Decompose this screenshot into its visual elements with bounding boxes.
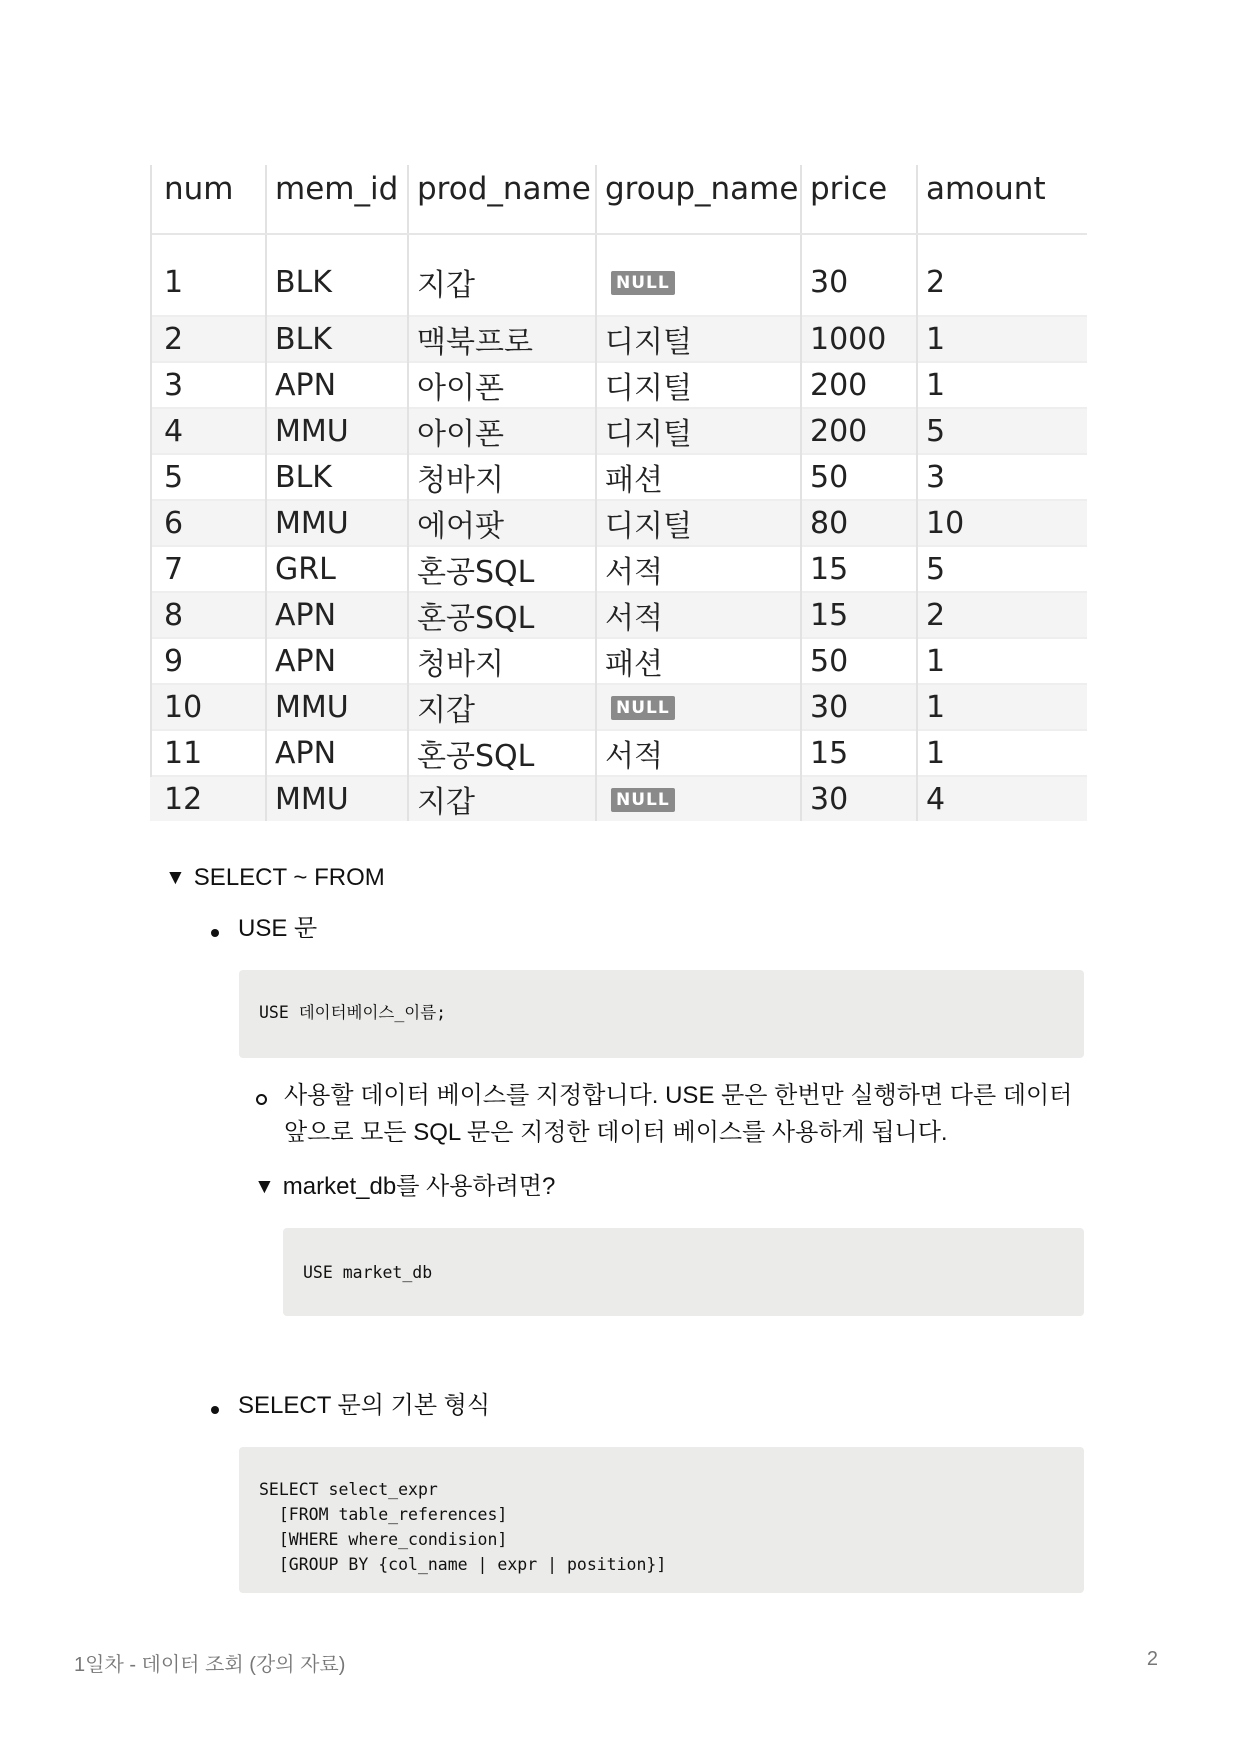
column-header-price: price bbox=[801, 165, 917, 234]
table-cell: BLK bbox=[266, 234, 408, 316]
null-badge: NULL bbox=[611, 696, 675, 720]
table-left-edge bbox=[150, 165, 152, 777]
table-cell: 12 bbox=[150, 776, 266, 821]
table-cell: APN bbox=[266, 362, 408, 408]
table-cell: 2 bbox=[917, 592, 1087, 638]
table-cell: BLK bbox=[266, 454, 408, 500]
table-cell: 7 bbox=[150, 546, 266, 592]
table-cell: 디지털 bbox=[596, 500, 801, 546]
table-row bbox=[150, 408, 1087, 454]
column-header-group-name: group_name bbox=[596, 165, 801, 234]
code-text: SELECT select_expr [FROM table_references] [WHERE where_condision] [GROUP BY {col_name | expr | position}] bbox=[259, 1480, 667, 1574]
table-cell: 디지털 bbox=[596, 316, 801, 362]
column-header-prod-name: prod_name bbox=[408, 165, 596, 234]
footer-doc-title: 1일차 - 데이터 조회 (강의 자료) bbox=[74, 1654, 346, 1676]
table-row bbox=[150, 638, 1087, 684]
table-cell: 9 bbox=[150, 638, 266, 684]
table-cell: 4 bbox=[917, 776, 1087, 821]
table-cell bbox=[596, 234, 801, 316]
table-cell: 10 bbox=[150, 684, 266, 730]
table-cell: 15 bbox=[801, 592, 917, 638]
table-cell: 80 bbox=[801, 500, 917, 546]
table-cell: 패션 bbox=[596, 454, 801, 500]
circle-bullet-icon bbox=[256, 1094, 267, 1105]
table-cell: MMU bbox=[266, 500, 408, 546]
table-cell: 50 bbox=[801, 638, 917, 684]
table-cell: 2 bbox=[150, 316, 266, 362]
table-row bbox=[150, 776, 1087, 821]
table-cell: BLK bbox=[266, 316, 408, 362]
table-cell: 30 bbox=[801, 776, 917, 821]
table-cell: 10 bbox=[917, 500, 1087, 546]
table-row bbox=[150, 500, 1087, 546]
table-cell: 혼공SQL bbox=[408, 592, 596, 638]
table-cell: 혼공SQL bbox=[408, 546, 596, 592]
table-cell: 5 bbox=[917, 546, 1087, 592]
bullet-icon bbox=[211, 1406, 219, 1414]
table-cell: 에어팟 bbox=[408, 500, 596, 546]
column-header-mem-id: mem_id bbox=[266, 165, 408, 234]
toggle-select-from[interactable] bbox=[165, 863, 385, 894]
table-cell: 1 bbox=[917, 730, 1087, 776]
toggle-triangle-icon[interactable]: ▼ bbox=[254, 1175, 275, 1198]
table-row bbox=[150, 234, 1087, 316]
table-cell bbox=[596, 776, 801, 821]
table-cell: MMU bbox=[266, 776, 408, 821]
table-cell: 1000 bbox=[801, 316, 917, 362]
table-cell: 서적 bbox=[596, 730, 801, 776]
bullet-icon bbox=[211, 929, 219, 937]
use-description-line2: 앞으로 모든 SQL 문은 지정한 데이터 베이스를 사용하게 됩니다. bbox=[284, 1119, 948, 1146]
table-cell: 패션 bbox=[596, 638, 801, 684]
select-bullet-text: SELECT 문의 기본 형식 bbox=[238, 1392, 491, 1419]
table-cell: 디지털 bbox=[596, 362, 801, 408]
table-cell bbox=[596, 684, 801, 730]
table-row bbox=[150, 316, 1087, 362]
column-header-num: num bbox=[150, 165, 266, 234]
table-cell: 5 bbox=[150, 454, 266, 500]
table-cell: 1 bbox=[917, 684, 1087, 730]
column-header-amount: amount bbox=[917, 165, 1087, 234]
table-cell: 아이폰 bbox=[408, 408, 596, 454]
table-cell: 지갑 bbox=[408, 776, 596, 821]
code-text: USE 데이터베이스_이름; bbox=[259, 1003, 447, 1022]
table-cell: 지갑 bbox=[408, 234, 596, 316]
table-cell: 50 bbox=[801, 454, 917, 500]
result-table bbox=[150, 165, 1087, 821]
table-header-row bbox=[150, 165, 1087, 234]
toggle-title: SELECT ~ FROM bbox=[193, 864, 385, 891]
table-row bbox=[150, 454, 1087, 500]
table-cell: 3 bbox=[150, 362, 266, 408]
table-cell: 1 bbox=[164, 264, 184, 300]
table-cell: 혼공SQL bbox=[408, 730, 596, 776]
toggle-title: market_db를 사용하려면? bbox=[282, 1173, 556, 1200]
table-cell: 30 bbox=[801, 234, 917, 316]
table-cell: 8 bbox=[150, 592, 266, 638]
table-cell: 2 bbox=[917, 234, 1087, 316]
null-badge: NULL bbox=[611, 271, 675, 295]
table-cell: 1 bbox=[917, 638, 1087, 684]
table-cell: 아이폰 bbox=[408, 362, 596, 408]
table-cell: 청바지 bbox=[408, 638, 596, 684]
table-cell: 11 bbox=[150, 730, 266, 776]
table-cell: 5 bbox=[917, 408, 1087, 454]
table-cell: 200 bbox=[801, 362, 917, 408]
table-row bbox=[150, 362, 1087, 408]
null-badge: NULL bbox=[611, 788, 675, 812]
table-cell: MMU bbox=[266, 684, 408, 730]
table-cell: 200 bbox=[801, 408, 917, 454]
table-cell: 맥북프로 bbox=[408, 316, 596, 362]
toggle-triangle-icon[interactable]: ▼ bbox=[165, 866, 186, 889]
table-cell: 청바지 bbox=[408, 454, 596, 500]
table-cell: 서적 bbox=[596, 546, 801, 592]
table-cell: 4 bbox=[150, 408, 266, 454]
table-row bbox=[150, 546, 1087, 592]
table-cell: APN bbox=[266, 730, 408, 776]
table-cell: 15 bbox=[801, 730, 917, 776]
table-cell: 서적 bbox=[596, 592, 801, 638]
table-row bbox=[150, 592, 1087, 638]
table-cell: APN bbox=[266, 638, 408, 684]
use-description-line1: 사용할 데이터 베이스를 지정합니다. USE 문은 한번만 실행하면 다른 데이터 bbox=[284, 1082, 1073, 1109]
table-cell: GRL bbox=[266, 546, 408, 592]
table-cell: 30 bbox=[801, 684, 917, 730]
table-cell: 지갑 bbox=[408, 684, 596, 730]
use-bullet-text: USE 문 bbox=[238, 915, 318, 942]
table-cell: 디지털 bbox=[596, 408, 801, 454]
table-cell: 1 bbox=[917, 316, 1087, 362]
table-cell: 15 bbox=[801, 546, 917, 592]
code-block-select-syntax[interactable] bbox=[239, 1447, 1084, 1593]
table-row bbox=[150, 730, 1087, 776]
table-body bbox=[150, 234, 1087, 821]
code-block-market-db[interactable] bbox=[283, 1228, 1084, 1316]
code-text: USE market_db bbox=[303, 1263, 433, 1282]
code-block-use[interactable] bbox=[239, 970, 1084, 1058]
table-cell: 6 bbox=[150, 500, 266, 546]
result-table-image bbox=[150, 165, 1087, 820]
table-cell: MMU bbox=[266, 408, 408, 454]
table-cell: 1 bbox=[917, 362, 1087, 408]
table-row bbox=[150, 684, 1087, 730]
table-cell: 3 bbox=[917, 454, 1087, 500]
table-cell: APN bbox=[266, 592, 408, 638]
footer-page-number: 2 bbox=[1146, 1648, 1158, 1670]
toggle-market-db[interactable] bbox=[254, 1172, 555, 1203]
